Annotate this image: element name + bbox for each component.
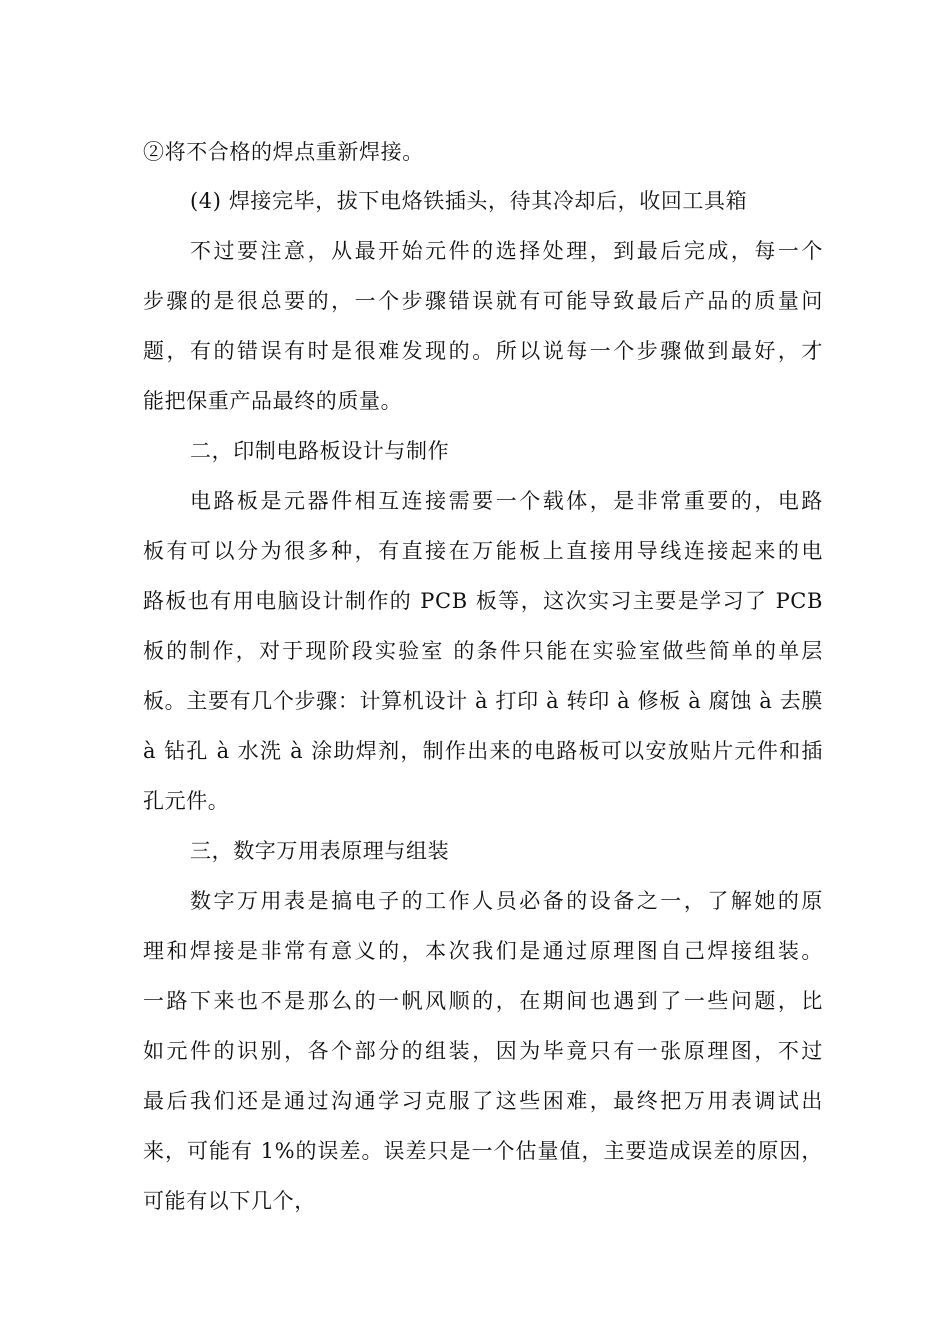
text-line-2: (4) 焊接完毕，拔下电烙铁插头，待其冷却后，收回工具箱 [190,189,748,213]
text-line-10: 路板也有用电脑设计制作的 PCB 板等，这次实习主要是学习了 PCB [143,589,823,613]
text-line-11: 板的制作，对于现阶段实验室 的条件只能在实验室做些简单的单层 [143,639,823,663]
text-line-3: 不过要注意，从最开始元件的选择处理，到最后完成，每一个 [190,239,823,263]
text-line-17: 理和焊接是非常有意义的，本次我们是通过原理图自己焊接组装。 [143,939,823,963]
text-line-18: 一路下来也不是那么的一帆风顺的，在期间也遇到了一些问题，比 [143,989,823,1013]
text-line-5: 题，有的错误有时是很难发现的。所以说每一个步骤做到最好，才 [143,339,823,363]
text-line-6: 能把保重产品最终的质量。 [143,389,403,413]
text-line-16: 数字万用表是搞电子的工作人员必备的设备之一，了解她的原 [190,889,823,913]
section-heading-3: 三，数字万用表原理与组装 [190,839,450,863]
text-line-21: 来，可能有 1%的误差。误差只是一个估量值，主要造成误差的原因， [143,1139,823,1163]
text-line-12: 板。主要有几个步骤：计算机设计 à 打印 à 转印 à 修板 à 腐蚀 à 去膜 [143,689,823,713]
text-line-22: 可能有以下几个， [143,1189,316,1213]
text-line-9: 板有可以分为很多种，有直接在万能板上直接用导线连接起来的电 [143,539,823,563]
text-line-13: à 钻孔 à 水洗 à 涂助焊剂，制作出来的电路板可以安放贴片元件和插 [143,739,823,763]
text-line-1: ②将不合格的焊点重新焊接。 [143,140,424,164]
section-heading-2: 二，印制电路板设计与制作 [190,439,450,463]
text-line-8: 电路板是元器件相互连接需要一个载体，是非常重要的，电路 [190,489,823,513]
text-line-4: 步骤的是很总要的，一个步骤错误就有可能导致最后产品的质量问 [143,289,823,313]
text-line-14: 孔元件。 [143,789,230,813]
text-line-20: 最后我们还是通过沟通学习克服了这些困难，最终把万用表调试出 [143,1089,823,1113]
text-line-19: 如元件的识别，各个部分的组装，因为毕竟只有一张原理图，不过 [143,1039,823,1063]
